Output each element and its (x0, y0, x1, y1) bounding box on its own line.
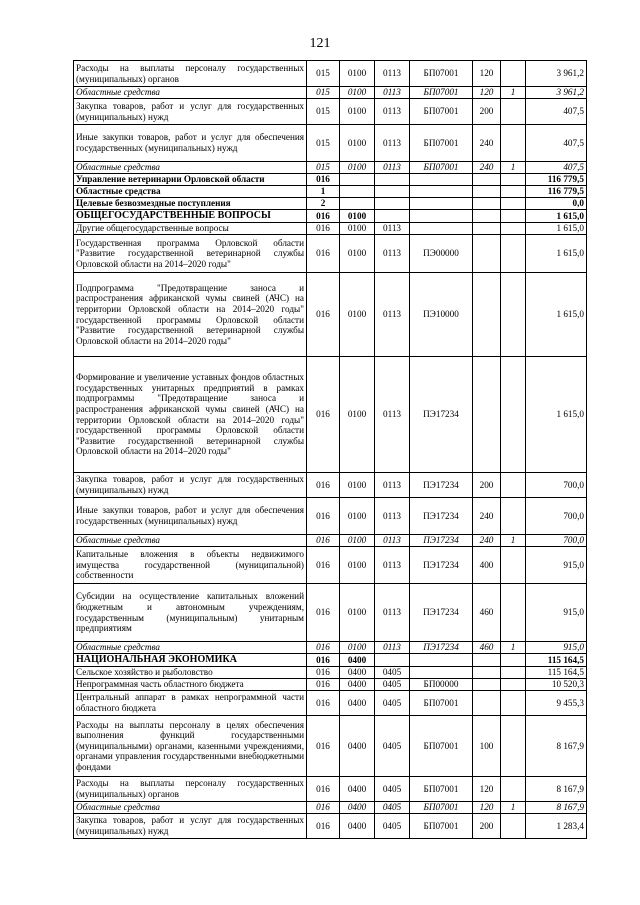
table-row (74, 235, 587, 273)
amount-cell: 1 615,0 (526, 210, 587, 223)
description-cell: Областные средства (74, 87, 307, 99)
section-code-cell: 0100 (340, 61, 375, 87)
section-code-cell: 0100 (340, 99, 375, 125)
section-code-cell: 0100 (340, 473, 375, 498)
source-code-cell (501, 210, 526, 223)
source-code-cell (501, 473, 526, 498)
table-row (74, 125, 587, 162)
description-cell: Расходы на выплаты персоналу государственных (муниципальных) органов (74, 777, 307, 802)
section-code-cell: 0100 (340, 210, 375, 223)
section-code-cell: 0100 (340, 87, 375, 99)
amount-cell: 3 961,2 (526, 87, 587, 99)
expense-type-cell: 400 (473, 547, 501, 584)
section-code-cell: 0100 (340, 273, 375, 357)
table-row (74, 716, 587, 777)
expense-type-cell: 120 (473, 777, 501, 802)
source-code-cell: 1 (501, 87, 526, 99)
amount-cell: 700,0 (526, 498, 587, 535)
section-code-cell (340, 198, 375, 210)
table-row (74, 198, 587, 210)
table-row (74, 357, 587, 473)
ministry-code-cell: 016 (307, 777, 340, 802)
expense-type-cell: 200 (473, 99, 501, 125)
subsection-code-cell: 0405 (375, 679, 410, 691)
expense-type-cell: 240 (473, 498, 501, 535)
source-code-cell (501, 223, 526, 235)
section-code-cell: 0400 (340, 691, 375, 716)
source-code-cell (501, 273, 526, 357)
ministry-code-cell: 016 (307, 357, 340, 473)
source-code-cell (501, 679, 526, 691)
target-code-cell (410, 223, 473, 235)
section-code-cell: 0400 (340, 814, 375, 839)
subsection-code-cell (375, 654, 410, 667)
section-code-cell: 0100 (340, 584, 375, 642)
ministry-code-cell: 016 (307, 547, 340, 584)
ministry-code-cell: 016 (307, 473, 340, 498)
description-cell: Иные закупки товаров, работ и услуг для обеспечения государственных (муниципальных) нужд (74, 125, 307, 162)
table-row (74, 802, 587, 814)
description-cell: Центральный аппарат в рамках непрограммной части областного бюджета (74, 691, 307, 716)
source-code-cell (501, 235, 526, 273)
description-cell: Непрограммная часть областного бюджета (74, 679, 307, 691)
target-code-cell (410, 654, 473, 667)
table-row (74, 654, 587, 667)
subsection-code-cell: 0405 (375, 716, 410, 777)
expense-type-cell: 460 (473, 642, 501, 654)
ministry-code-cell: 016 (307, 814, 340, 839)
subsection-code-cell (375, 210, 410, 223)
table-row (74, 223, 587, 235)
target-code-cell (410, 198, 473, 210)
subsection-code-cell: 0113 (375, 87, 410, 99)
source-code-cell (501, 716, 526, 777)
table-row (74, 162, 587, 174)
amount-cell: 407,5 (526, 99, 587, 125)
target-code-cell: ПЭ17234 (410, 642, 473, 654)
table-row (74, 99, 587, 125)
subsection-code-cell (375, 198, 410, 210)
target-code-cell: ПЭ17234 (410, 357, 473, 473)
section-code-cell: 0100 (340, 357, 375, 473)
description-cell: Областные средства (74, 162, 307, 174)
expense-type-cell (473, 357, 501, 473)
target-code-cell: ПЭ17234 (410, 498, 473, 535)
description-cell: Расходы на выплаты персоналу государственных (муниципальных) органов (74, 61, 307, 87)
description-cell: Областные средства (74, 535, 307, 547)
subsection-code-cell: 0113 (375, 235, 410, 273)
target-code-cell (410, 210, 473, 223)
source-code-cell (501, 547, 526, 584)
source-code-cell (501, 174, 526, 186)
amount-cell: 8 167,9 (526, 802, 587, 814)
description-cell: Целевые безвозмездные поступления (74, 198, 307, 210)
target-code-cell: ПЭ00000 (410, 235, 473, 273)
amount-cell: 116 779,5 (526, 174, 587, 186)
target-code-cell: ПЭ17234 (410, 584, 473, 642)
description-cell: Государственная программа Орловской области "Развитие государственной ветеринарной службы Орловской области на 2014–2020 годы" (74, 235, 307, 273)
description-cell: Иные закупки товаров, работ и услуг для обеспечения государственных (муниципальных) нужд (74, 498, 307, 535)
target-code-cell (410, 186, 473, 198)
description-cell: Подпрограмма "Предотвращение заноса и распространения африканской чумы свиней (АЧС) на территории Орловской области на 2014–2020 годы" государственной программы Орловской области "Развитие государственной ветеринарной службы Орловской области на 2014–2020 годы" (74, 273, 307, 357)
ministry-code-cell: 016 (307, 498, 340, 535)
description-cell: Формирование и увеличение уставных фондов областных государственных унитарных предприятий в рамках подпрограммы "Предотвращение заноса и распространения африканской чумы свиней (АЧС) на территории Орловской области на 2014–2020 годы" государственной программы Орловской области "Развитие государственной ветеринарной службы Орловской области на 2014–2020 годы" (74, 357, 307, 473)
expense-type-cell: 120 (473, 802, 501, 814)
ministry-code-cell: 016 (307, 691, 340, 716)
table-row (74, 814, 587, 839)
target-code-cell: БП07001 (410, 802, 473, 814)
target-code-cell: БП07001 (410, 814, 473, 839)
expense-type-cell: 120 (473, 61, 501, 87)
amount-cell: 115 164,5 (526, 667, 587, 679)
expense-type-cell (473, 273, 501, 357)
amount-cell: 115 164,5 (526, 654, 587, 667)
ministry-code-cell: 016 (307, 802, 340, 814)
section-code-cell: 0400 (340, 679, 375, 691)
source-code-cell (501, 584, 526, 642)
source-code-cell (501, 125, 526, 162)
source-code-cell (501, 667, 526, 679)
expense-type-cell: 200 (473, 473, 501, 498)
source-code-cell (501, 357, 526, 473)
description-cell: Закупка товаров, работ и услуг для государственных (муниципальных) нужд (74, 473, 307, 498)
amount-cell: 8 167,9 (526, 716, 587, 777)
target-code-cell: БП07001 (410, 716, 473, 777)
description-cell: Другие общегосударственные вопросы (74, 223, 307, 235)
table-row (74, 679, 587, 691)
expense-type-cell: 460 (473, 584, 501, 642)
target-code-cell: БП00000 (410, 679, 473, 691)
subsection-code-cell: 0405 (375, 814, 410, 839)
ministry-code-cell: 2 (307, 198, 340, 210)
section-code-cell: 0100 (340, 125, 375, 162)
source-code-cell (501, 186, 526, 198)
amount-cell: 700,0 (526, 535, 587, 547)
expense-type-cell (473, 654, 501, 667)
ministry-code-cell: 016 (307, 210, 340, 223)
table-row (74, 667, 587, 679)
section-code-cell: 0100 (340, 498, 375, 535)
target-code-cell: ПЭ17234 (410, 473, 473, 498)
description-cell: Капитальные вложения в объекты недвижимого имущества государственной (муниципальной) собственности (74, 547, 307, 584)
ministry-code-cell: 016 (307, 235, 340, 273)
source-code-cell (501, 99, 526, 125)
subsection-code-cell: 0113 (375, 498, 410, 535)
section-code-cell: 0400 (340, 654, 375, 667)
subsection-code-cell: 0113 (375, 535, 410, 547)
ministry-code-cell: 016 (307, 679, 340, 691)
table-row (74, 547, 587, 584)
amount-cell: 0,0 (526, 198, 587, 210)
amount-cell: 915,0 (526, 642, 587, 654)
amount-cell: 1 615,0 (526, 357, 587, 473)
source-code-cell (501, 198, 526, 210)
subsection-code-cell: 0113 (375, 473, 410, 498)
description-cell: Областные средства (74, 802, 307, 814)
amount-cell: 116 779,5 (526, 186, 587, 198)
expense-type-cell (473, 679, 501, 691)
ministry-code-cell: 015 (307, 87, 340, 99)
amount-cell: 407,5 (526, 125, 587, 162)
section-code-cell (340, 174, 375, 186)
subsection-code-cell: 0113 (375, 357, 410, 473)
ministry-code-cell: 015 (307, 125, 340, 162)
amount-cell: 915,0 (526, 584, 587, 642)
expense-type-cell: 200 (473, 814, 501, 839)
table-row (74, 273, 587, 357)
ministry-code-cell: 016 (307, 654, 340, 667)
amount-cell: 1 283,4 (526, 814, 587, 839)
target-code-cell: БП07001 (410, 691, 473, 716)
source-code-cell (501, 691, 526, 716)
target-code-cell: БП07001 (410, 125, 473, 162)
table-row (74, 87, 587, 99)
table-row (74, 61, 587, 87)
table-row (74, 535, 587, 547)
source-code-cell: 1 (501, 802, 526, 814)
amount-cell: 915,0 (526, 547, 587, 584)
description-cell: Управление ветеринарии Орловской области (74, 174, 307, 186)
description-cell: ОБЩЕГОСУДАРСТВЕННЫЕ ВОПРОСЫ (74, 210, 307, 223)
description-cell: НАЦИОНАЛЬНАЯ ЭКОНОМИКА (74, 654, 307, 667)
page-number: 121 (309, 36, 331, 51)
description-cell: Закупка товаров, работ и услуг для государственных (муниципальных) нужд (74, 99, 307, 125)
target-code-cell: БП07001 (410, 99, 473, 125)
ministry-code-cell: 016 (307, 716, 340, 777)
subsection-code-cell: 0113 (375, 125, 410, 162)
source-code-cell (501, 814, 526, 839)
description-cell: Областные средства (74, 186, 307, 198)
amount-cell: 700,0 (526, 473, 587, 498)
target-code-cell: ПЭ17234 (410, 535, 473, 547)
target-code-cell (410, 174, 473, 186)
amount-cell: 9 455,3 (526, 691, 587, 716)
description-cell: Сельское хозяйство и рыболовство (74, 667, 307, 679)
section-code-cell: 0400 (340, 667, 375, 679)
subsection-code-cell: 0405 (375, 691, 410, 716)
expense-type-cell: 120 (473, 87, 501, 99)
section-code-cell: 0100 (340, 642, 375, 654)
table-row (74, 186, 587, 198)
expense-type-cell (473, 198, 501, 210)
subsection-code-cell: 0113 (375, 584, 410, 642)
description-cell: Субсидии на осуществление капитальных вложений бюджетным и автономным учреждениям, государственным (муниципальным) унитарным предприятиям (74, 584, 307, 642)
amount-cell: 407,5 (526, 162, 587, 174)
table-row (74, 473, 587, 498)
subsection-code-cell: 0405 (375, 777, 410, 802)
source-code-cell: 1 (501, 535, 526, 547)
expense-type-cell (473, 223, 501, 235)
source-code-cell: 1 (501, 162, 526, 174)
section-code-cell: 0400 (340, 777, 375, 802)
target-code-cell: БП07001 (410, 87, 473, 99)
section-code-cell: 0400 (340, 716, 375, 777)
ministry-code-cell: 015 (307, 99, 340, 125)
table-row (74, 584, 587, 642)
expense-type-cell (473, 210, 501, 223)
table-row (74, 174, 587, 186)
amount-cell: 3 961,2 (526, 61, 587, 87)
section-code-cell: 0100 (340, 535, 375, 547)
table-body (74, 61, 587, 839)
subsection-code-cell: 0113 (375, 61, 410, 87)
section-code-cell (340, 186, 375, 198)
description-cell: Расходы на выплаты персоналу в целях обеспечения выполнения функций государственными (муниципальными) органами, казенными учреждениями, органами управления государственными внебюджетными фондами (74, 716, 307, 777)
amount-cell: 10 520,3 (526, 679, 587, 691)
section-code-cell: 0100 (340, 223, 375, 235)
budget-table (73, 60, 587, 839)
source-code-cell: 1 (501, 642, 526, 654)
expense-type-cell: 240 (473, 125, 501, 162)
target-code-cell: БП07001 (410, 162, 473, 174)
target-code-cell: ПЭ10000 (410, 273, 473, 357)
target-code-cell (410, 667, 473, 679)
section-code-cell: 0100 (340, 547, 375, 584)
subsection-code-cell: 0113 (375, 547, 410, 584)
expense-type-cell (473, 235, 501, 273)
description-cell: Закупка товаров, работ и услуг для государственных (муниципальных) нужд (74, 814, 307, 839)
table-row (74, 210, 587, 223)
section-code-cell: 0100 (340, 162, 375, 174)
target-code-cell: БП07001 (410, 777, 473, 802)
subsection-code-cell: 0113 (375, 223, 410, 235)
ministry-code-cell: 016 (307, 273, 340, 357)
table-row (74, 498, 587, 535)
ministry-code-cell: 015 (307, 61, 340, 87)
section-code-cell: 0400 (340, 802, 375, 814)
source-code-cell (501, 61, 526, 87)
amount-cell: 8 167,9 (526, 777, 587, 802)
subsection-code-cell: 0113 (375, 99, 410, 125)
expense-type-cell (473, 691, 501, 716)
subsection-code-cell: 0405 (375, 802, 410, 814)
expense-type-cell (473, 667, 501, 679)
amount-cell: 1 615,0 (526, 273, 587, 357)
source-code-cell (501, 654, 526, 667)
subsection-code-cell (375, 174, 410, 186)
subsection-code-cell: 0113 (375, 162, 410, 174)
target-code-cell: БП07001 (410, 61, 473, 87)
ministry-code-cell: 016 (307, 667, 340, 679)
ministry-code-cell: 016 (307, 223, 340, 235)
subsection-code-cell: 0113 (375, 273, 410, 357)
expense-type-cell: 100 (473, 716, 501, 777)
ministry-code-cell: 016 (307, 584, 340, 642)
amount-cell: 1 615,0 (526, 235, 587, 273)
subsection-code-cell: 0405 (375, 667, 410, 679)
ministry-code-cell: 015 (307, 162, 340, 174)
table-row (74, 691, 587, 716)
expense-type-cell: 240 (473, 535, 501, 547)
ministry-code-cell: 016 (307, 174, 340, 186)
ministry-code-cell: 016 (307, 535, 340, 547)
ministry-code-cell: 1 (307, 186, 340, 198)
table-row (74, 777, 587, 802)
amount-cell: 1 615,0 (526, 223, 587, 235)
table-row (74, 642, 587, 654)
expense-type-cell (473, 174, 501, 186)
description-cell: Областные средства (74, 642, 307, 654)
subsection-code-cell: 0113 (375, 642, 410, 654)
subsection-code-cell (375, 186, 410, 198)
expense-type-cell: 240 (473, 162, 501, 174)
section-code-cell: 0100 (340, 235, 375, 273)
source-code-cell (501, 777, 526, 802)
expense-type-cell (473, 186, 501, 198)
target-code-cell: ПЭ17234 (410, 547, 473, 584)
ministry-code-cell: 016 (307, 642, 340, 654)
source-code-cell (501, 498, 526, 535)
